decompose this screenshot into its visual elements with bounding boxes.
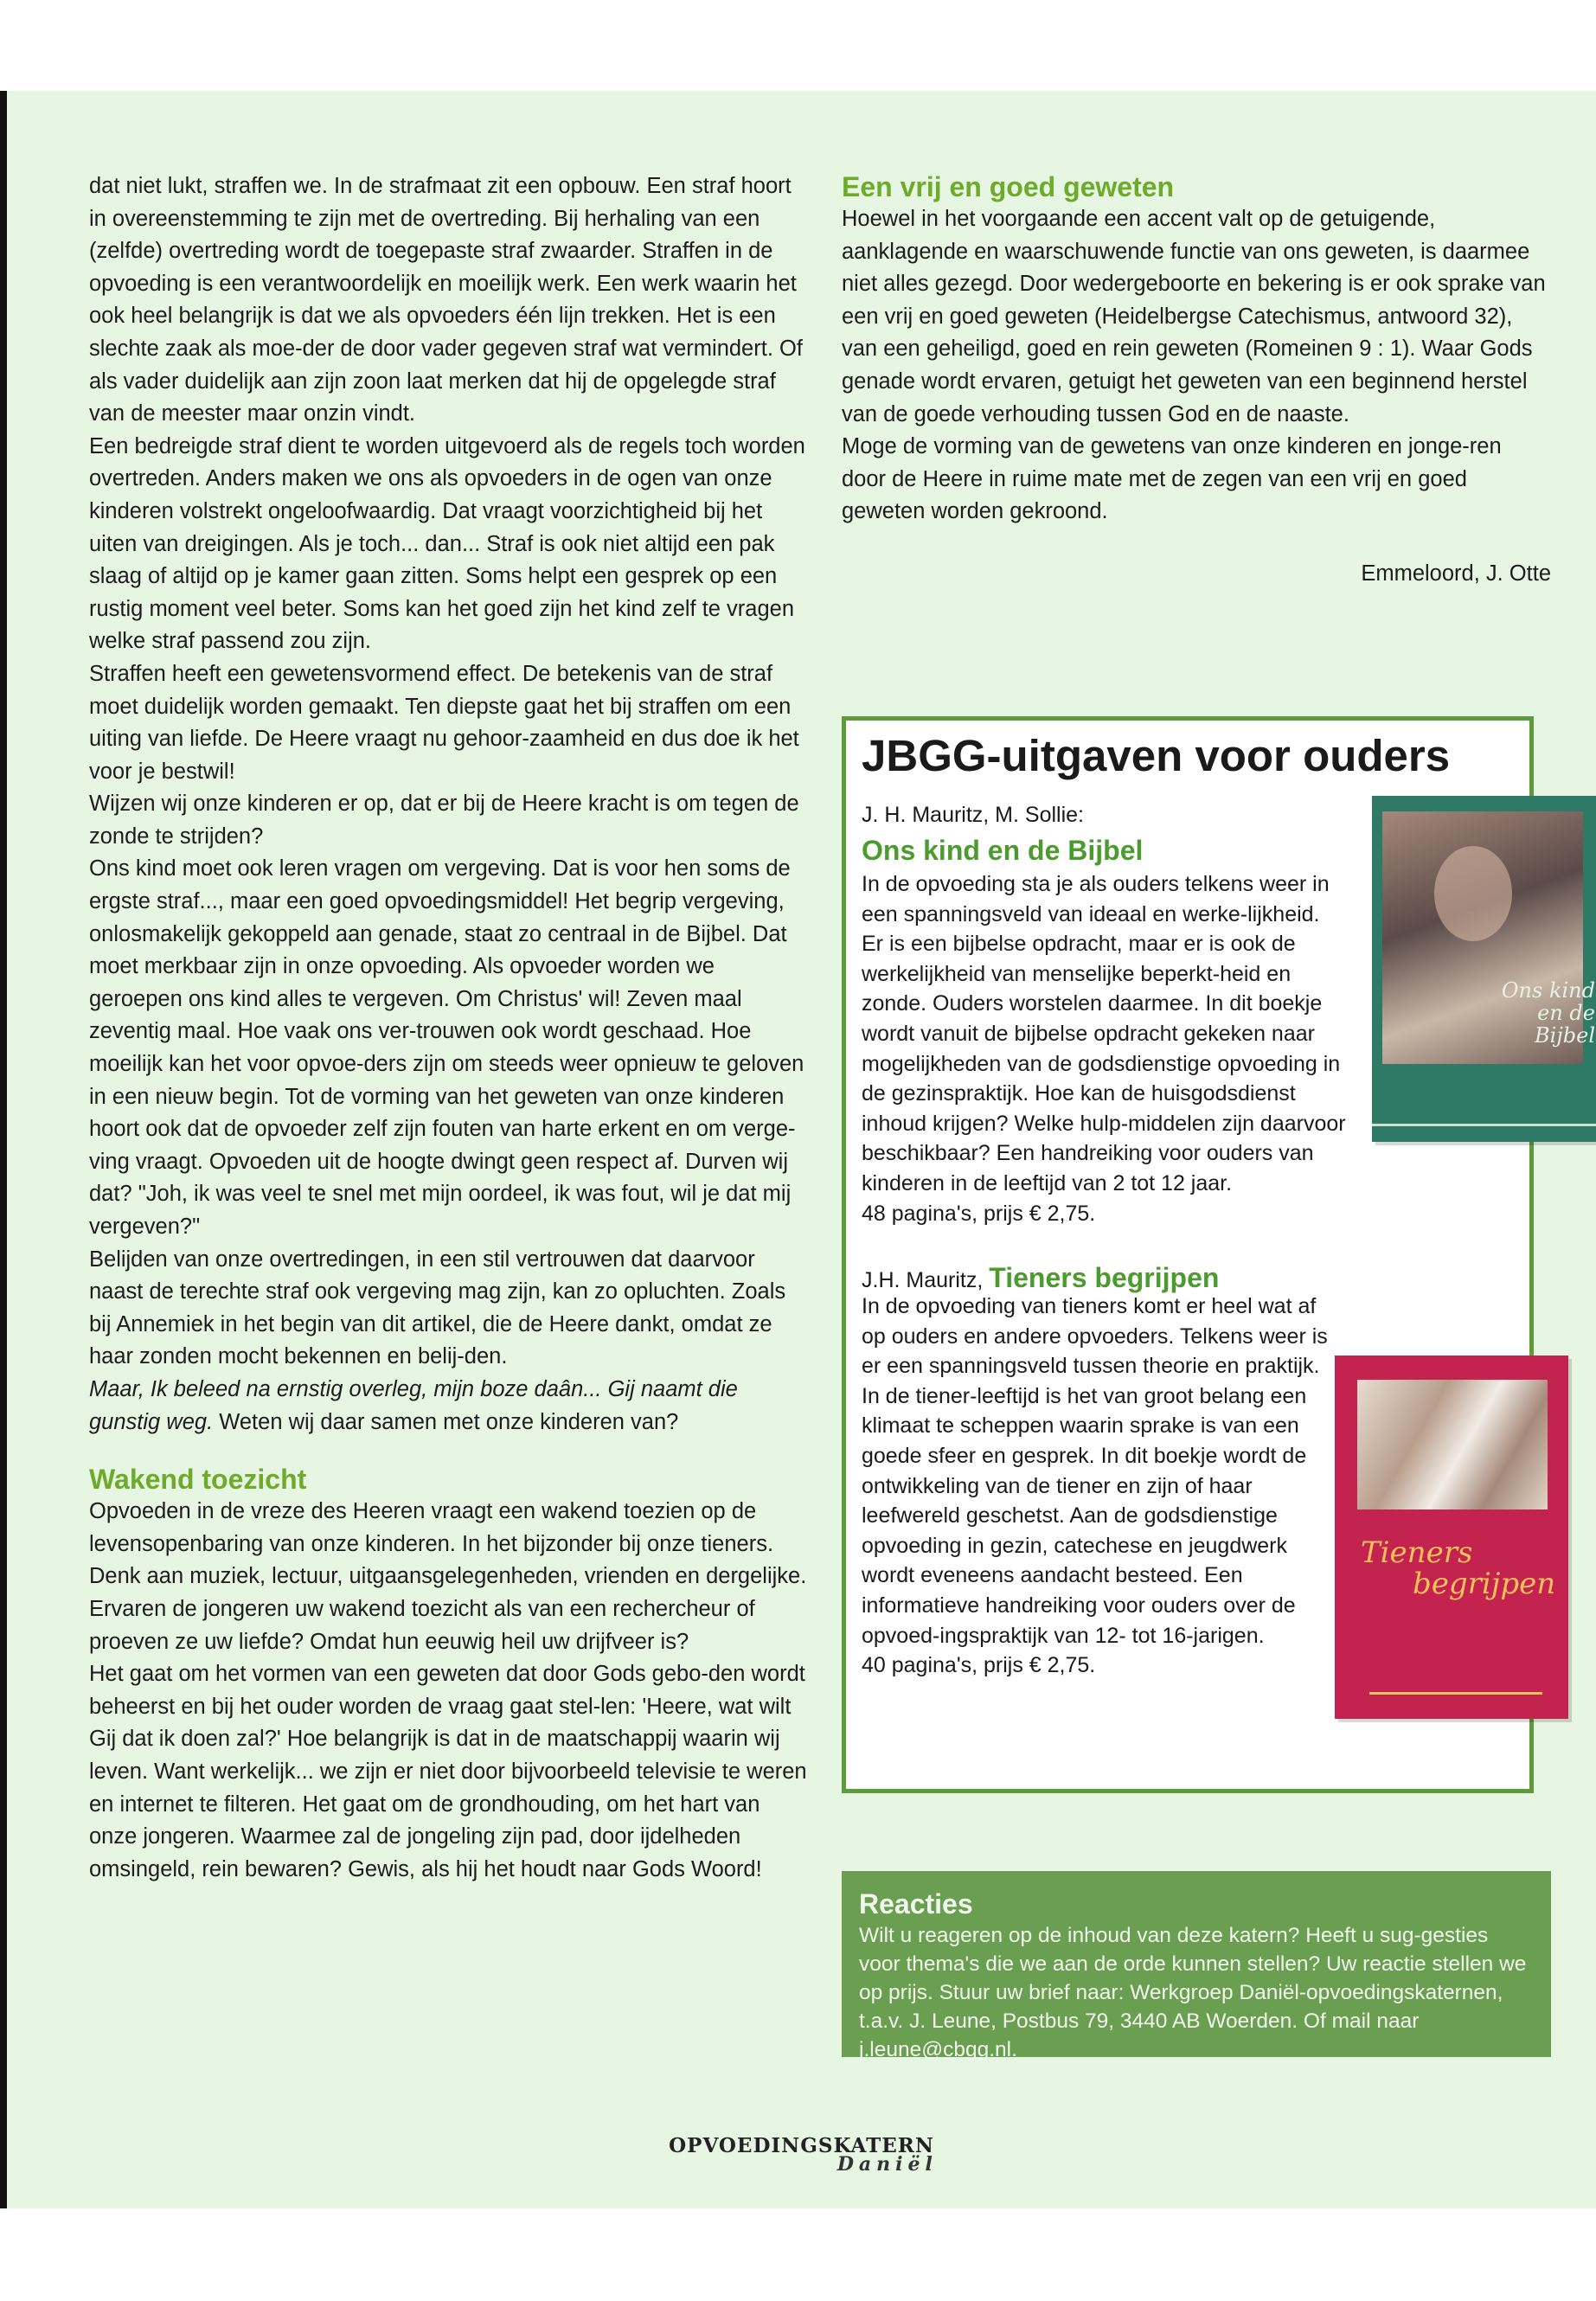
book2-title: Tieners begrijpen [989,1262,1220,1293]
paragraph: Moge de vorming van de gewetens van onze kinderen en jonge-ren door de Heere in ruime mate met de zegen van een vrij en goed geweten worden gekroond. [842,434,1502,524]
footer-title [669,2134,938,2176]
cover-title [1361,1537,1560,1599]
reacties-title: Reacties [859,1888,973,1920]
quote-rest: Weten wij daar samen met onze kinderen van? [213,1409,679,1434]
author-signature: Emmeloord, J. Otte [1361,561,1551,586]
reacties-box [842,1871,1551,2061]
book2-authors: J.H. Mauritz, [862,1268,984,1292]
book2-price: 40 pagina's, prijs € 2,75. [862,1653,1096,1678]
book1-title: Ons kind en de Bijbel [862,835,1144,866]
left-column [89,170,807,1886]
book1-description: In de opvoeding sta je als ouders telkens weer in een spanningsveld van ideaal en werke-lijkheid. Er is een bijbelse opdracht, maar er is ook de werkelijkheid van menselijke beperkt-heid en zonde. Ouders worstelen daarmee. In dit boekje wordt vanuit de bijbelse opdracht gekeken naar mogelijkheden van de godsdienstige opvoeding in de gezinspraktijk. Hoe kan de huisgodsdienst inhoud krijgen? Welke hulp-middelen zijn daarvoor beschikbaar? Een handreiking voor ouders van kinderen in de leeftijd van 2 tot 12 jaar. [862,872,1346,1195]
paragraph: Hoewel in het voorgaande een accent valt op de getuigende, aanklagende en waarschuwende functie van ons geweten, is daarmee niet alles gezegd. Door wedergeboorte en bekering is er ook sprake van een vrij en goed geweten (Heidelbergse Catechismus, antwoord 32), van een geheiligd, goed en rein geweten (Romeinen 9 : 1). Waar Gods genade wordt ervaren, getuigt het geweten van een beginnend herstel van de goede verhouding tussen God en de naaste. [842,207,1546,426]
cover-stripe [1372,1124,1596,1126]
footer-script-text: Daniël [836,2153,938,2176]
book-cover-ons-kind [1372,796,1596,1142]
paragraph: Straffen heeft een gewetensvormend effect. De betekenis van de straf moet duidelijk worden gemaakt. Ten diepste gaat het bij straffen om een uiting van liefde. De Heere vraagt nu gehoor-zaamheid en dus doe ik het voor je bestwil! [89,661,799,784]
paragraph: Opvoeden in de vreze des Heeren vraagt een wakend toezien op de levensopenbaring van onze kinderen. In het bijzonder bij onze tieners. Denk aan muziek, lectuur, uitgaansgelegenheden, vrienden en dergelijke. Ervaren de jongeren uw wakend toezicht als van een rechercheur of proeven ze uw liefde? Omdat hun eeuwig heil uw drijfveer is? [89,1499,807,1654]
cover-title-line2: begrijpen [1413,1567,1556,1601]
paragraph: Belijden van onze overtredingen, in een stil vertrouwen dat daarvoor naast de terechte straf ook vergeving mag zijn, kan zo opluchten. Zoals bij Annemiek in het begin van dit artikel, die de Heere dankt, omdat ze haar zonden mocht bekennen en belij-den. [89,1247,786,1369]
cover-photo [1357,1380,1548,1509]
book1-authors: J. H. Mauritz, M. Sollie: [862,803,1084,827]
paragraph: dat niet lukt, straffen we. In de strafmaat zit een opbouw. Een straf hoort in overeenstemming te zijn met de overtreding. Bij herhaling van een (zelfde) overtreding wordt de toegepaste straf zwaarder. Straffen in de opvoeding is een verantwoordelijk en moeilijk werk. Een werk waarin het ook heel belangrijk is dat we als opvoeders één lijn trekken. Het is een slechte zaak als moe-der de door vader gegeven straf wat vermindert. Of als vader duidelijk aan zijn zoon laat merken dat hij de opgelegde straf van de meester maar onzin vindt. [89,174,803,426]
book2-heading [862,1263,1329,1296]
right-column [842,170,1551,591]
paragraph: Het gaat om het vormen van een geweten dat door Gods gebo-den wordt beheerst en bij het ouder worden de vraag gaat stel-len: 'Heere, wat wilt Gij dat ik doen zal?' Hoe belangrijk is dat in de maatschappij waarin wij leven. Want werkelijk... we zijn er niet door bijvoorbeeld televisie te weren en internet te filteren. Het gaat om de grondhouding, om het hart van onze jongeren. Waarmee zal de jongeling zijn pad, door ijdelheden omsingeld, rein bewaren? Gewis, als hij het houdt naar Gods Woord! [89,1662,807,1881]
book-cover-tieners-begrijpen [1335,1356,1568,1719]
magazine-page [7,91,1596,2208]
box-title: JBGG-uitgaven voor ouders [862,731,1451,780]
cover-stripe [1369,1692,1542,1695]
section-heading-wakend-toezicht: Wakend toezicht [89,1464,307,1496]
book1-price: 48 pagina's, prijs € 2,75. [862,1201,1096,1226]
footer-main-text: OPVOEDINGSKATERN [669,2134,934,2157]
paragraph: Ons kind moet ook leren vragen om vergeving. Dat is voor hen soms de ergste straf..., maar een goed opvoedingsmiddel! Het begrip vergeving, onlosmakelijk gekoppeld aan genade, staat zo centraal in de Bijbel. Dat moet merkbaar zijn in onze opvoeding. Als opvoeder worden we geroepen ons kind alles te vergeven. Om Christus' wil! Zeven maal zeventig maal. Hoe vaak ons ver-trouwen ook wordt geschaad. Hoe moeilijk kan het voor opvoe-ders zijn om steeds weer opnieuw te geloven in een nieuw begin. Tot de vorming van het geweten van onze kinderen hoort ook dat de opvoeder zelf zijn fouten van harte erkent en om verge-ving vraagt. Opvoeden uit de hoogte dwingt geen respect af. Durven wij dat? "Joh, ik was veel te snel met mijn oordeel, ik was fout, wil je dat mij vergeven?" [89,856,804,1239]
paragraph: Een bedreigde straf dient te worden uitgevoerd als de regels toch worden overtreden. Anders maken we ons als opvoeders in de ogen van onze kinderen volstrekt ongeloofwaardig. Dat vraagt voorzichtigheid bij het uiten van dreigingen. Als je toch... dan... Straf is ook niet altijd een pak slaag of altijd op je kamer gaan zitten. Soms helpt een gesprek op een rustig moment veel beter. Soms kan het goed zijn het kind zelf te vragen welke straf passend zou zijn. [89,433,805,654]
cover-title-line1: Tieners [1361,1535,1473,1570]
quote-italic: Maar, Ik beleed na ernstig overleg, mijn boze daân... Gij naamt die gunstig weg. [89,1376,738,1434]
quote-paragraph [89,1374,807,1439]
section-heading-vrij-geweten: Een vrij en goed geweten [842,171,1175,202]
cover-title: Ons kind en de Bijbel [1501,978,1595,1048]
reacties-text: Wilt u reageren op de inhoud van deze katern? Heeft u sug-gesties voor thema's die we aan de orde kunnen stellen? Uw reactie stellen we op prijs. Stuur uw brief naar: Werkgroep Daniël-opvoedingskaternen, t.a.v. J. Leune, Postbus 79, 3440 AB Woerden. Of mail naar j.leune@cbgg.nl. [859,1924,1527,2061]
footer-logo [7,2134,1596,2176]
paragraph: Wijzen wij onze kinderen er op, dat er bij de Heere kracht is om tegen de zonde te strijden? [89,792,799,849]
book2-description: In de opvoeding van tieners komt er heel wat af op ouders en andere opvoeders. Telkens weer is er een spanningsveld tussen theorie en praktijk. In de tiener-leeftijd is het van groot belang een klimaat te scheppen waarin sprake is van een goede sfeer en gesprek. In dit boekje wordt de ontwikkeling van de tiener en zijn of haar leefwereld geschetst. Aan de godsdienstige opvoeding in gezin, catechese en jeugdwerk wordt eveneens aandacht besteed. Een informatieve handreiking voor ouders over de opvoed-ingspraktijk van 12- tot 16-jarigen. [862,1294,1328,1648]
